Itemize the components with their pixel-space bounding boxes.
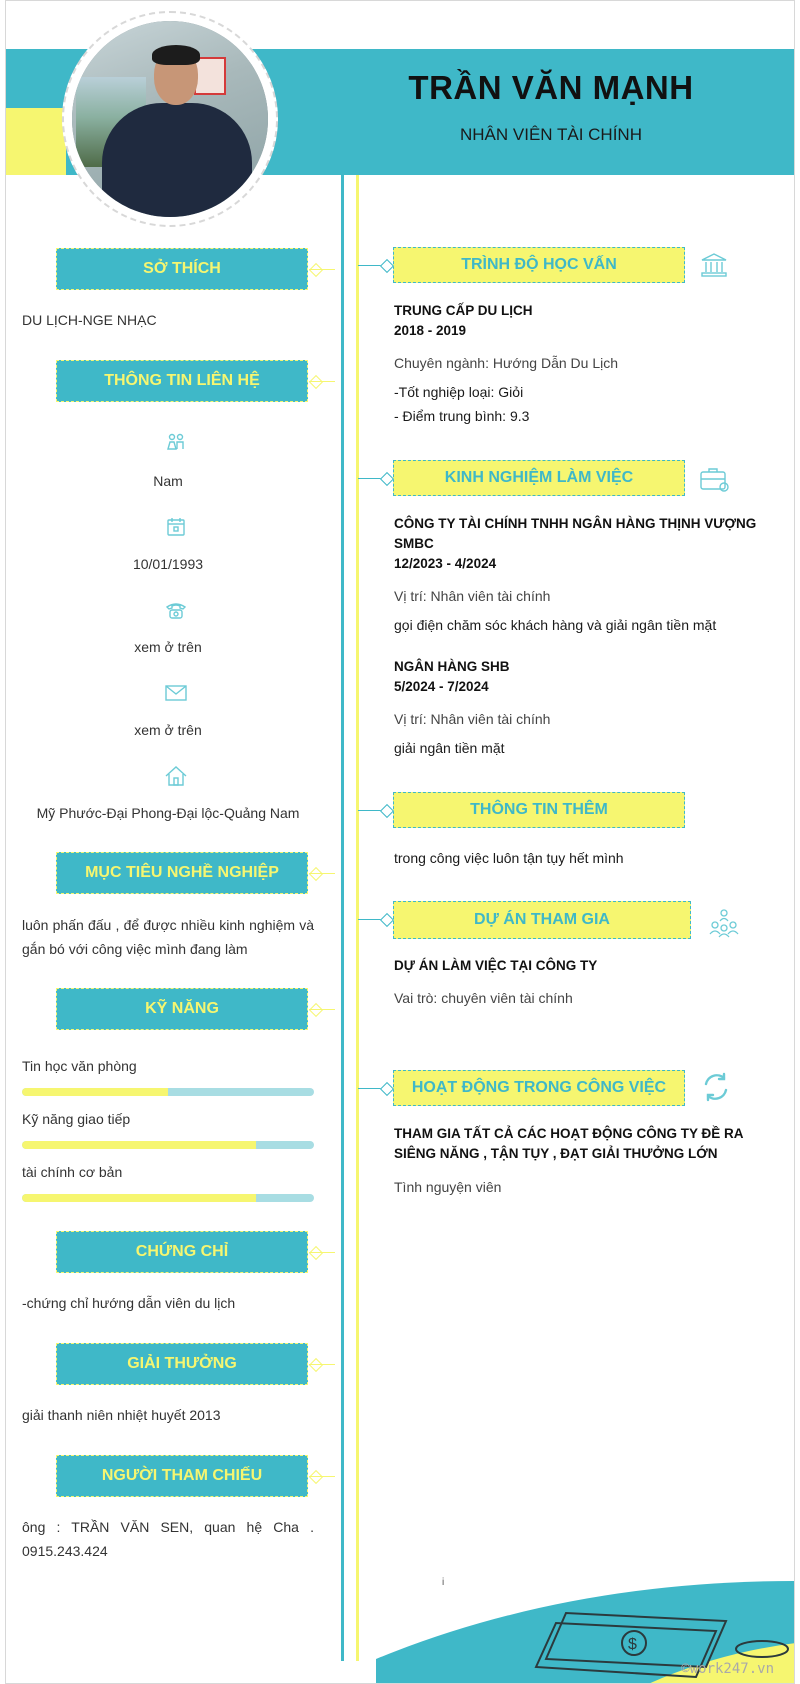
candidate-name: TRẦN VĂN MẠNH bbox=[408, 69, 694, 106]
job-title: NHÂN VIÊN TÀI CHÍNH bbox=[460, 125, 642, 144]
header-accent bbox=[6, 108, 66, 175]
objective-title: MỤC TIÊU NGHỀ NGHIỆP bbox=[56, 852, 308, 894]
hobbies-title: SỞ THÍCH bbox=[56, 248, 308, 290]
timeline-line-yellow bbox=[356, 175, 359, 1661]
gender-icon bbox=[164, 431, 188, 455]
skill-bar-fill bbox=[22, 1088, 168, 1096]
job-description: giải ngân tiền mặt bbox=[394, 740, 505, 756]
job-company: NGÂN HÀNG SHB bbox=[394, 659, 510, 674]
footer-mark: i bbox=[442, 1577, 445, 1588]
job-position: Vị trí: Nhân viên tài chính bbox=[394, 711, 551, 727]
awards-title: GIẢI THƯỞNG bbox=[56, 1343, 308, 1385]
job-company: CÔNG TY TÀI CHÍNH TNHH NGÂN HÀNG THỊNH VƯỢNG SMBC bbox=[394, 516, 757, 551]
certificates-text: -chứng chỉ hướng dẫn viên du lịch bbox=[22, 1295, 236, 1311]
extra-info-title: THÔNG TIN THÊM bbox=[393, 792, 685, 828]
skill-label: Tin học văn phòng bbox=[22, 1058, 137, 1074]
birthday-value: 10/01/1993 bbox=[132, 556, 204, 572]
home-icon bbox=[164, 764, 188, 788]
objective-text: luôn phấn đấu , để được nhiều kinh nghiệm và gắn bó với công việc mình đang làm bbox=[22, 917, 314, 957]
footer-decoration bbox=[6, 1561, 795, 1684]
cv-page bbox=[5, 0, 795, 1684]
briefcase-icon bbox=[698, 463, 730, 495]
skills-title: KỸ NĂNG bbox=[56, 988, 308, 1030]
team-icon bbox=[708, 907, 740, 939]
skill-bar bbox=[22, 1141, 314, 1149]
awards-text: giải thanh niên nhiệt huyết 2013 bbox=[22, 1407, 221, 1423]
calendar-icon bbox=[164, 515, 188, 539]
avatar bbox=[62, 11, 278, 227]
contact-title: THÔNG TIN LIÊN HỆ bbox=[56, 360, 308, 402]
education-title: TRÌNH ĐỘ HỌC VẤN bbox=[393, 247, 685, 283]
gender-value: Nam bbox=[153, 473, 183, 489]
job-description: gọi điện chăm sóc khách hàng và giải ngân tiền mặt bbox=[394, 617, 717, 633]
education-school: TRUNG CẤP DU LỊCH bbox=[394, 303, 533, 318]
activity-role: Tình nguyện viên bbox=[394, 1179, 502, 1195]
education-major: Chuyên ngành: Hướng Dẫn Du Lịch bbox=[394, 355, 619, 371]
refresh-icon bbox=[700, 1071, 732, 1103]
projects-title: DỰ ÁN THAM GIA bbox=[393, 901, 691, 939]
education-period: 2018 - 2019 bbox=[394, 323, 467, 338]
skill-bar bbox=[22, 1194, 314, 1202]
activity-name: THAM GIA TẤT CẢ CÁC HOẠT ĐỘNG CÔNG TY ĐỀ RA SIÊNG NĂNG , TẬN TỤY , ĐẠT GIẢI THƯỞNG LỚN bbox=[394, 1126, 743, 1161]
skill-bar bbox=[22, 1088, 314, 1096]
skill-bar-fill bbox=[22, 1194, 256, 1202]
svg-text:$: $ bbox=[628, 1636, 637, 1653]
bank-icon bbox=[698, 249, 730, 281]
certificates-title: CHỨNG CHỈ bbox=[56, 1231, 308, 1273]
phone-icon bbox=[164, 598, 188, 622]
skill-bar-fill bbox=[22, 1141, 256, 1149]
skill-label: tài chính cơ bản bbox=[22, 1164, 123, 1180]
experience-title: KINH NGHIỆM LÀM VIỆC bbox=[393, 460, 685, 496]
hobbies-text: DU LỊCH-NGE NHẠC bbox=[22, 312, 157, 328]
project-name: DỰ ÁN LÀM VIỆC TẠI CÔNG TY bbox=[394, 958, 598, 973]
education-gpa: - Điểm trung bình: 9.3 bbox=[394, 408, 530, 424]
references-title: NGƯỜI THAM CHIẾU bbox=[56, 1455, 308, 1497]
watermark-credit: ©work247.vn bbox=[681, 1661, 774, 1677]
skill-label: Kỹ năng giao tiếp bbox=[22, 1111, 131, 1127]
phone-value: xem ở trên bbox=[134, 639, 202, 655]
job-period: 12/2023 - 4/2024 bbox=[394, 556, 497, 571]
activities-title: HOẠT ĐỘNG TRONG CÔNG VIỆC bbox=[393, 1070, 685, 1106]
project-role: Vai trò: chuyên viên tài chính bbox=[394, 990, 573, 1006]
email-icon bbox=[164, 681, 188, 705]
timeline-line-teal bbox=[341, 175, 344, 1661]
education-grade: -Tốt nghiệp loại: Giỏi bbox=[394, 384, 524, 400]
profile-photo bbox=[72, 21, 268, 217]
extra-info-text: trong công việc luôn tận tụy hết mình bbox=[394, 850, 624, 866]
job-period: 5/2024 - 7/2024 bbox=[394, 679, 489, 694]
job-position: Vị trí: Nhân viên tài chính bbox=[394, 588, 551, 604]
address-value: Mỹ Phước-Đại Phong-Đại lộc-Quảng Nam bbox=[36, 805, 300, 821]
references-text: ông : TRẦN VĂN SEN, quan hệ Cha . 0915.243.424 bbox=[22, 1519, 314, 1559]
email-value: xem ở trên bbox=[134, 722, 202, 738]
